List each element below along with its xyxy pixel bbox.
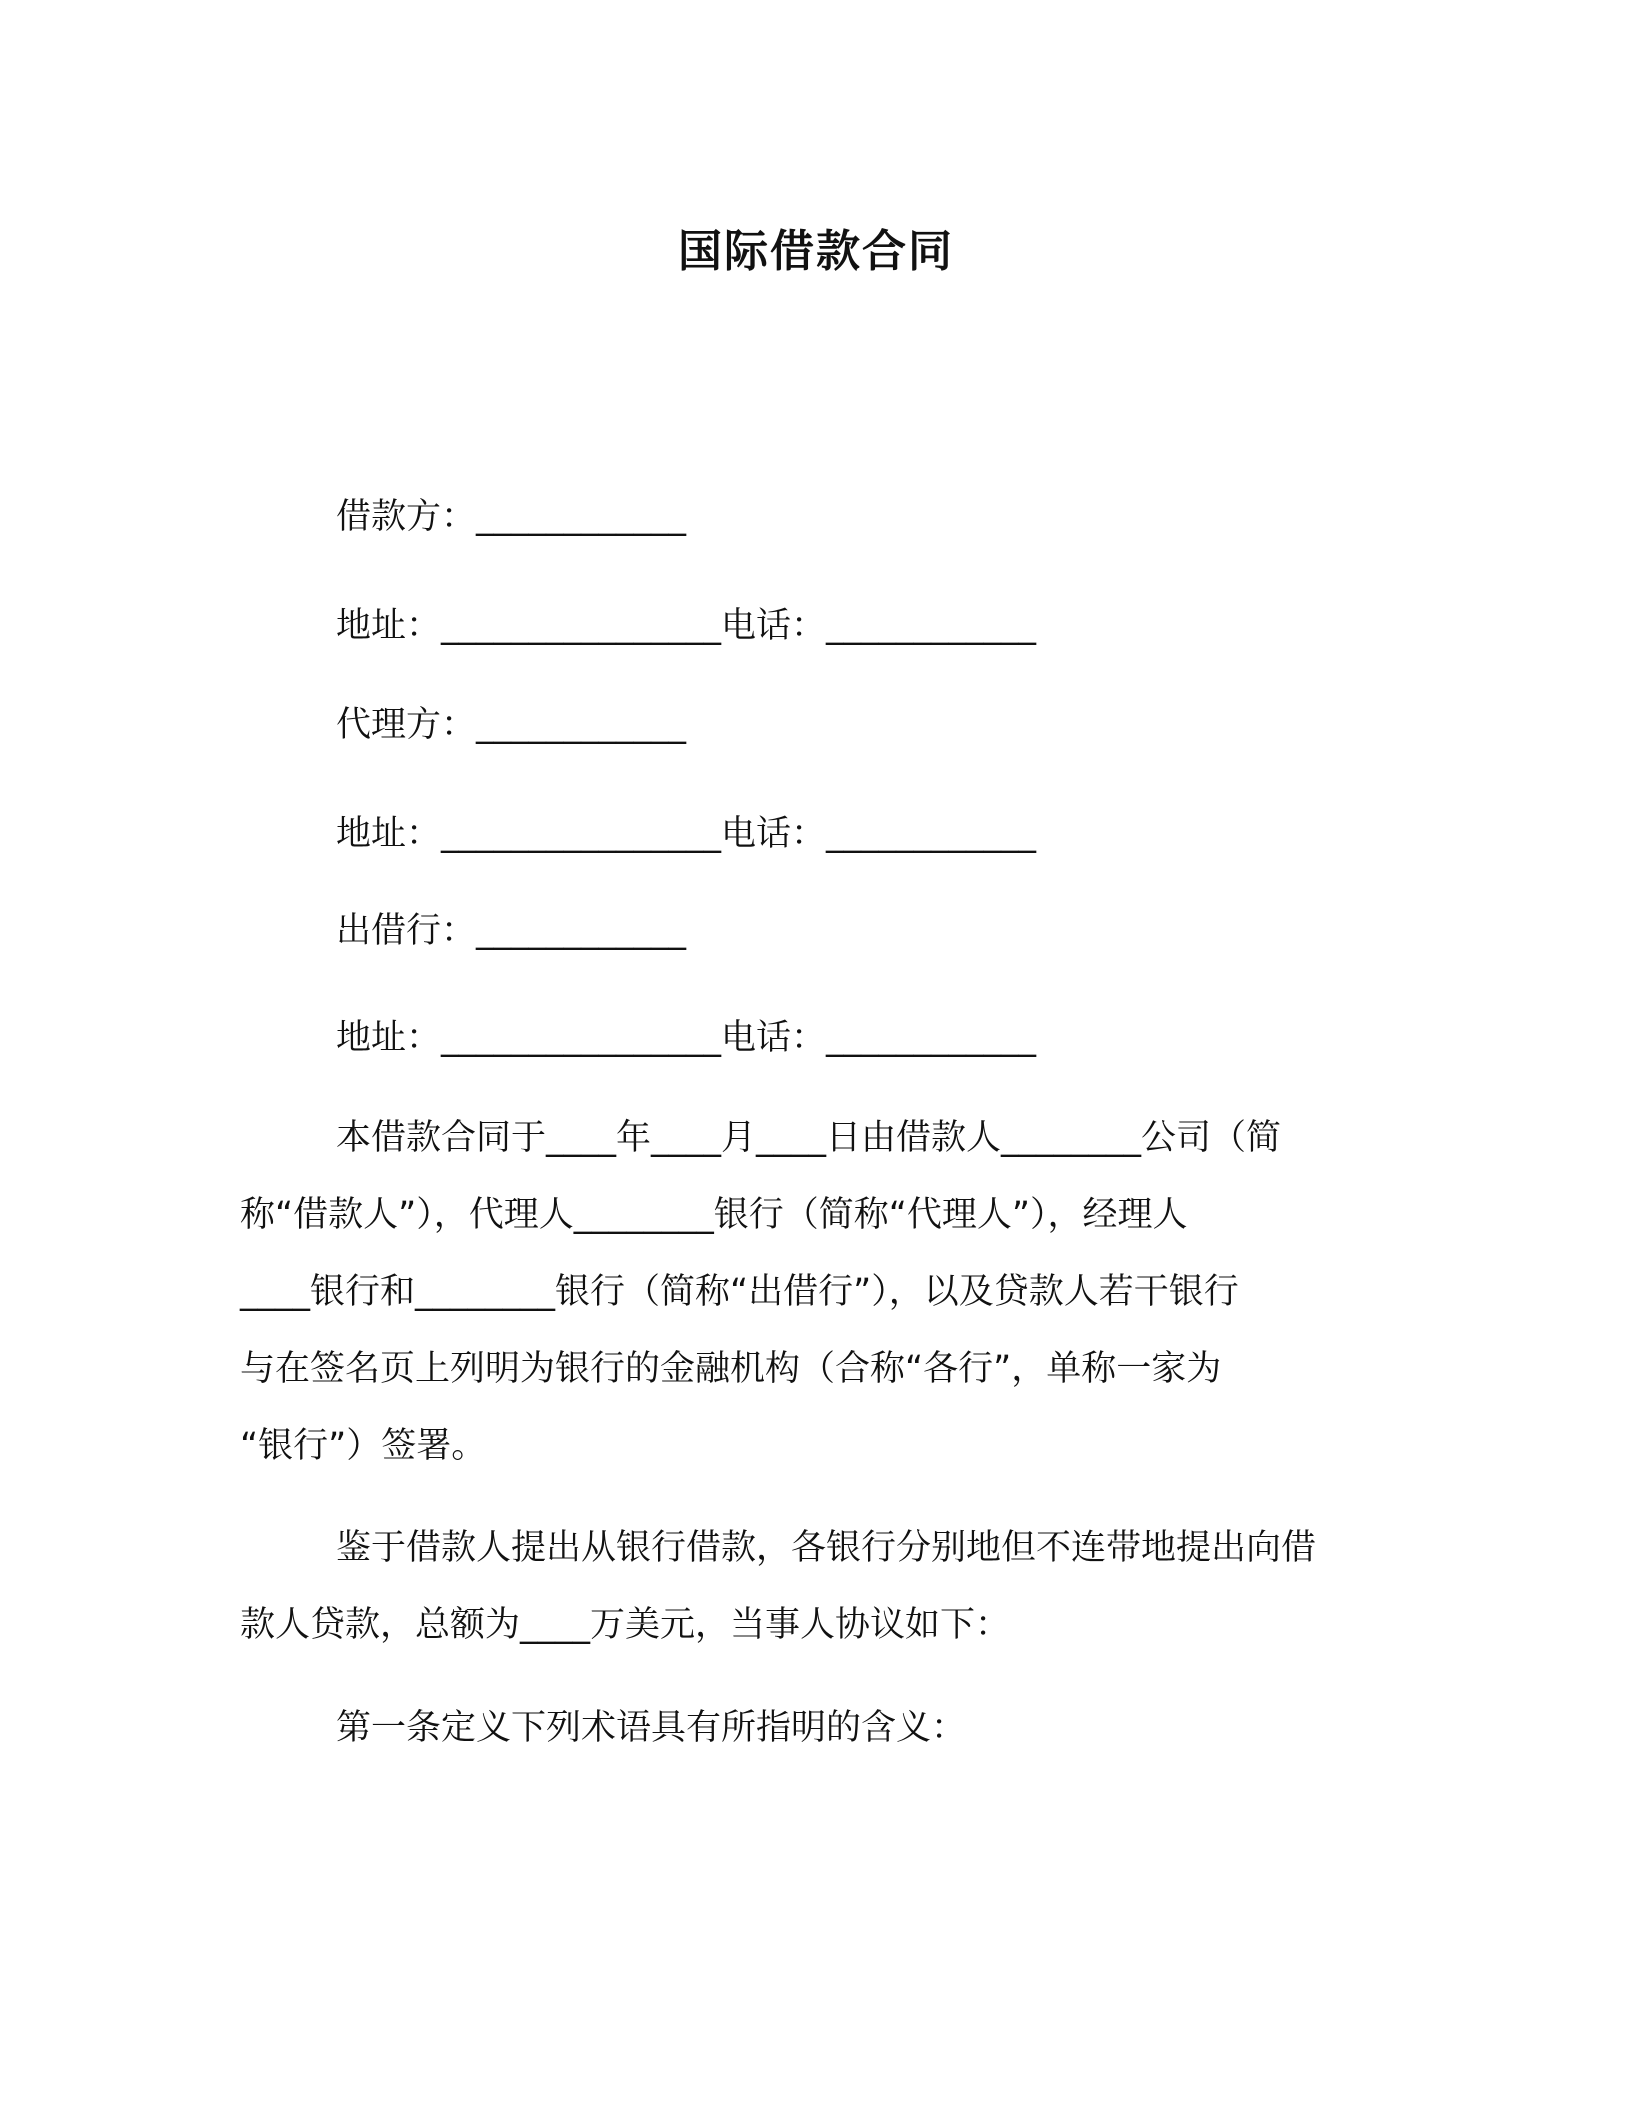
preamble-line: 称“借款人”），代理人________银行（简称“代理人”），经理人 (240, 1195, 1188, 1235)
agent-address-phone-field: 地址：________________电话：____________ (336, 814, 1037, 854)
article-1-text: 第一条定义下列术语具有所指明的含义： (336, 1708, 967, 1748)
borrower-address-phone-field: 地址：________________电话：____________ (336, 606, 1037, 646)
agent-field: 代理方：____________ (336, 705, 687, 745)
article-1-heading (240, 1690, 1390, 1767)
lender-bank-address-phone-field: 地址：________________电话：____________ (336, 1018, 1037, 1058)
borrower-field: 借款方：____________ (336, 497, 687, 537)
preamble-line: “银行”）签署。 (240, 1426, 487, 1466)
recital-line: 鉴于借款人提出从银行借款，各银行分别地但不连带地提出向借 (336, 1528, 1317, 1568)
page-title: 国际借款合同 (678, 226, 954, 277)
preamble-line: 本借款合同于____年____月____日由借款人________公司（简 (336, 1118, 1282, 1158)
lender-bank-field: 出借行：____________ (336, 911, 687, 951)
recital-paragraph (240, 1510, 1390, 1664)
preamble-paragraph (240, 1100, 1390, 1485)
preamble-line: ____银行和________银行（简称“出借行”），以及贷款人若干银行 (240, 1272, 1239, 1312)
preamble-line: 与在签名页上列明为银行的金融机构（合称“各行”，单称一家为 (240, 1349, 1222, 1389)
recital-line: 款人贷款，总额为____万美元，当事人协议如下： (240, 1605, 1011, 1645)
